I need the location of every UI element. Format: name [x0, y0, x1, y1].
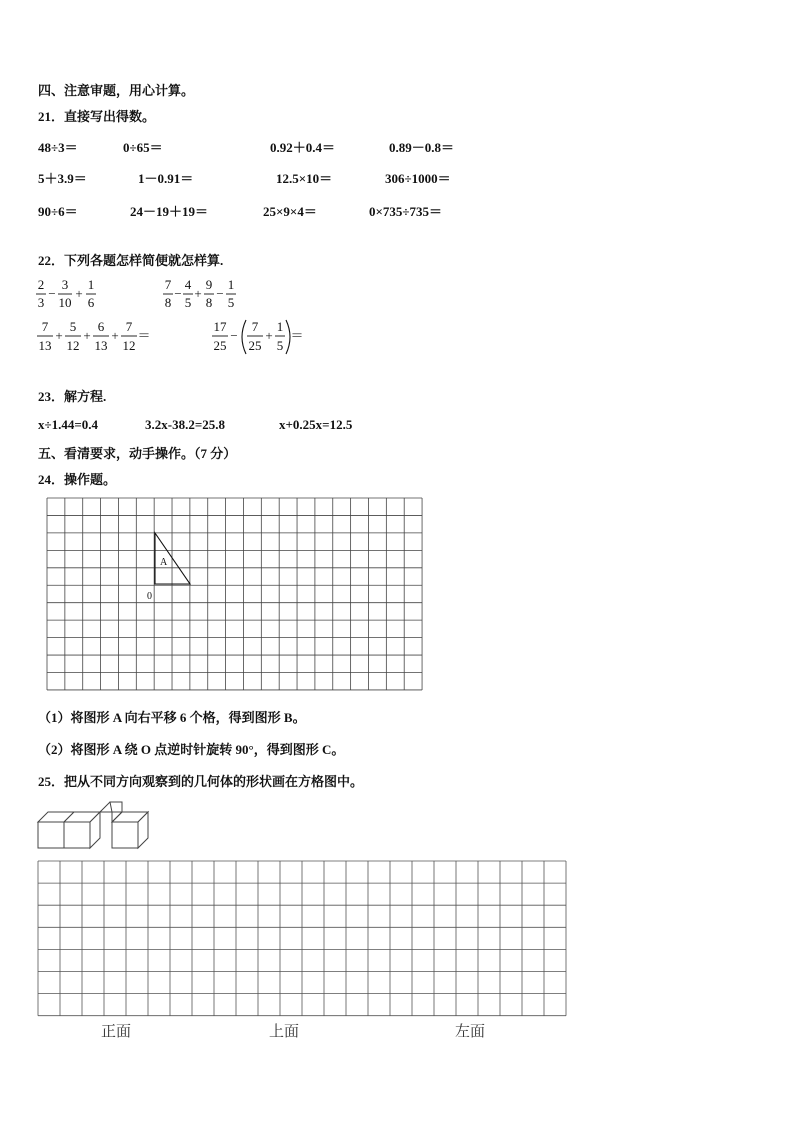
- q21-item: 1－0.91＝: [138, 171, 194, 186]
- triangle-a: [155, 533, 190, 584]
- q21-title: 21．直接写出得数。: [38, 109, 156, 124]
- numerator: 17: [213, 319, 227, 334]
- denominator: 12: [66, 338, 80, 353]
- q24-title: 24．操作题。: [38, 472, 117, 487]
- right-paren: [286, 320, 290, 354]
- q21-item: 90÷6＝: [38, 204, 78, 219]
- denominator: 8: [164, 295, 172, 310]
- q21-item: 0.92＋0.4＝: [270, 140, 336, 155]
- equation: x÷1.44=0.4: [38, 417, 99, 432]
- operator: +: [55, 328, 63, 343]
- numerator: 1: [227, 277, 235, 292]
- operator: −: [230, 328, 238, 343]
- denominator: 5: [184, 295, 192, 310]
- numerator: 5: [69, 319, 77, 334]
- view-label-front: 正面: [100, 1022, 132, 1040]
- numerator: 1: [276, 319, 284, 334]
- operator: −: [48, 286, 56, 301]
- numerator: 7: [164, 277, 172, 292]
- q21-item: 0÷65＝: [123, 140, 163, 155]
- expression-3: [37, 319, 151, 353]
- section4-title: 四、注意审题，用心计算。: [38, 83, 195, 98]
- denominator: 3: [37, 295, 45, 310]
- denominator: 8: [205, 295, 213, 310]
- denominator: 5: [227, 295, 235, 310]
- label-a: A: [160, 557, 168, 568]
- operator: +: [83, 328, 91, 343]
- left-paren: [242, 320, 246, 354]
- denominator: 5: [276, 338, 284, 353]
- q21-item: 306÷1000＝: [385, 171, 451, 186]
- denominator: 25: [248, 338, 262, 353]
- numerator: 2: [37, 277, 45, 292]
- denominator: 12: [122, 338, 136, 353]
- numerator: 7: [251, 319, 259, 334]
- q21-item: 0.89－0.8＝: [389, 140, 455, 155]
- operator: +: [265, 328, 273, 343]
- numerator: 1: [87, 277, 95, 292]
- geometric-solid: [38, 802, 148, 848]
- operator: −: [174, 286, 182, 301]
- numerator: 7: [41, 319, 49, 334]
- numerator: 9: [205, 277, 213, 292]
- label-o: 0: [147, 591, 152, 602]
- denominator: 13: [94, 338, 108, 353]
- q21-item: 25×9×4＝: [263, 204, 317, 219]
- q21-item: 12.5×10＝: [276, 171, 333, 186]
- denominator: 13: [38, 338, 52, 353]
- shape-a-triangle: [155, 533, 190, 584]
- equation: 3.2x-38.2=25.8: [145, 417, 225, 432]
- operator: +: [75, 286, 83, 301]
- q25-title: 25．把从不同方向观察到的几何体的形状画在方格图中。: [38, 774, 364, 789]
- denominator: 10: [58, 295, 72, 310]
- q24-grid: [47, 498, 422, 690]
- view-label-left: 左面: [454, 1022, 486, 1040]
- view-label-top: 上面: [268, 1022, 300, 1040]
- q24-task-2: （2）将图形 A 绕 O 点逆时针旋转 90°，得到图形 C。: [38, 742, 345, 757]
- q21-item: 24－19＋19＝: [130, 204, 209, 219]
- expression-1: [36, 277, 96, 310]
- equals-sign: ＝: [137, 328, 151, 343]
- numerator: 3: [61, 277, 69, 292]
- q21-item: 48÷3＝: [38, 140, 78, 155]
- expression-4: [212, 319, 304, 354]
- equation: x+0.25x=12.5: [279, 417, 353, 432]
- denominator: 6: [87, 295, 95, 310]
- expression-2: [163, 277, 236, 310]
- numerator: 4: [184, 277, 192, 292]
- section5-title: 五、看清要求，动手操作。（7 分）: [38, 446, 237, 461]
- operator: −: [216, 286, 224, 301]
- operator: +: [111, 328, 119, 343]
- q25-grid: [38, 861, 566, 1016]
- denominator: 25: [213, 338, 227, 353]
- q21-item: 5＋3.9＝: [38, 171, 87, 186]
- q24-task-1: （1）将图形 A 向右平移 6 个格，得到图形 B。: [38, 710, 306, 725]
- q23-title: 23．解方程.: [38, 389, 107, 404]
- q22-title: 22．下列各题怎样简便就怎样算.: [38, 253, 224, 268]
- numerator: 7: [125, 319, 133, 334]
- numerator: 6: [97, 319, 105, 334]
- equals-sign: ＝: [290, 328, 304, 343]
- operator: +: [194, 286, 202, 301]
- q21-item: 0×735÷735＝: [369, 204, 443, 219]
